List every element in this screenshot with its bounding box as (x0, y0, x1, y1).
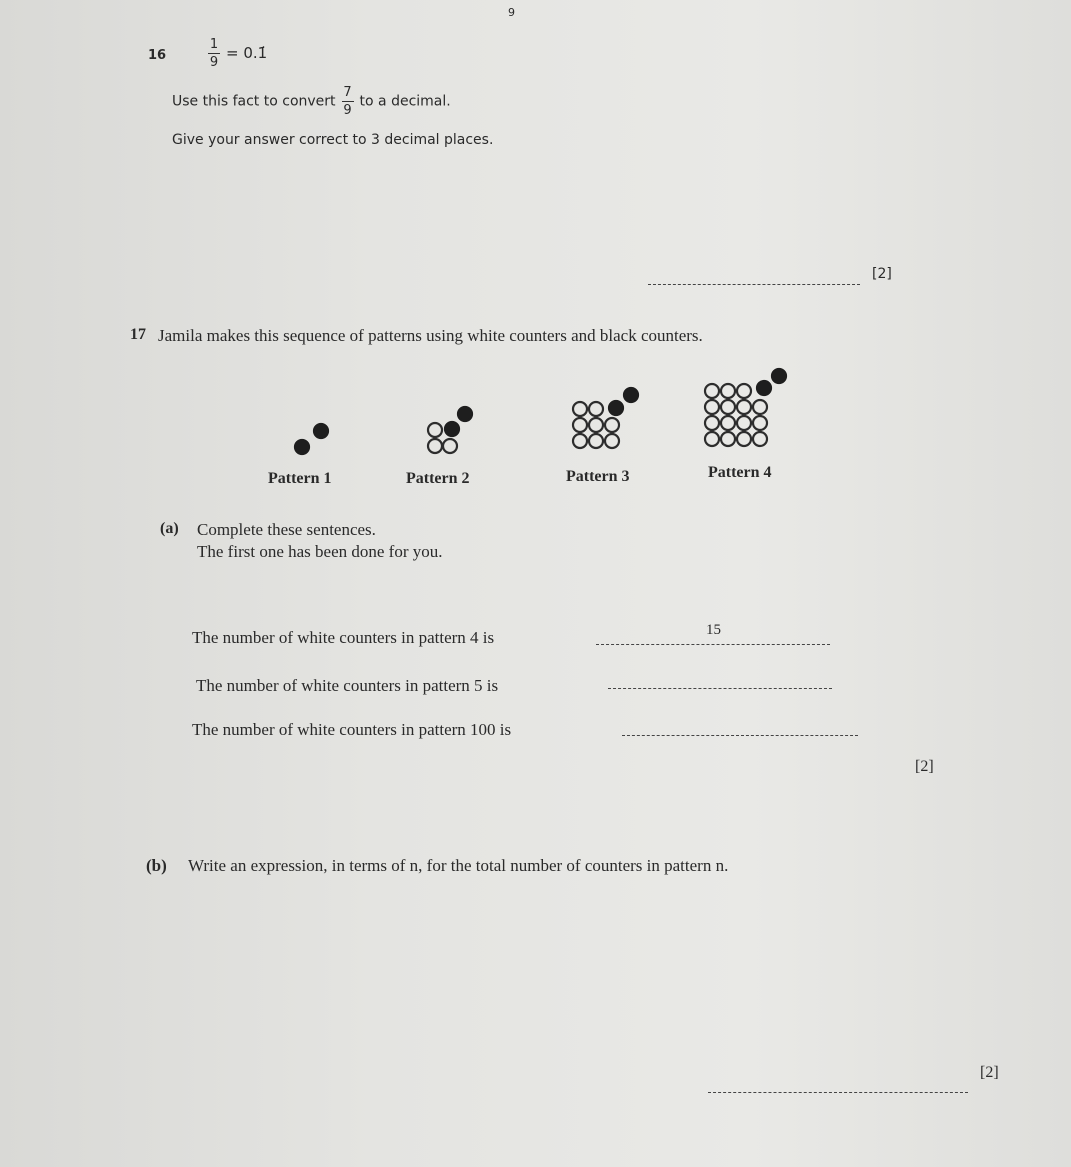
white-counter (721, 384, 735, 398)
pattern-4 (705, 369, 786, 446)
black-counter (624, 388, 638, 402)
white-counter (589, 402, 603, 416)
black-counter (757, 381, 771, 395)
pattern-4-label: Pattern 4 (708, 464, 772, 481)
pattern-2 (428, 407, 472, 453)
part-a-marks: [2] (915, 758, 934, 775)
question-16-marks: [2] (872, 266, 892, 282)
white-counter (753, 400, 767, 414)
fraction-numerator: 7 (343, 85, 352, 100)
answer-line-pattern-4[interactable] (596, 644, 830, 645)
white-counter (721, 400, 735, 414)
black-counter (458, 407, 472, 421)
answer-pattern-4: 15 (706, 622, 721, 638)
sentence-pattern-5: The number of white counters in pattern 5 is (196, 676, 499, 695)
white-counter (589, 434, 603, 448)
part-b-text: Write an expression, in terms of n, for the total number of counters in pattern n. (188, 856, 729, 875)
part-b-letter: (b) (146, 856, 167, 875)
white-counter (737, 400, 751, 414)
white-counter (721, 416, 735, 430)
black-counter (295, 440, 309, 454)
white-counter (443, 439, 457, 453)
white-counter (753, 416, 767, 430)
white-counter (705, 432, 719, 446)
white-counter (721, 432, 735, 446)
instruction-suffix: to a decimal. (359, 93, 451, 110)
white-counter (737, 416, 751, 430)
instruction-prefix: Use this fact to convert (172, 93, 336, 110)
white-counter (589, 418, 603, 432)
question-17-number: 17 (130, 326, 146, 343)
white-counter (428, 439, 442, 453)
black-counter (772, 369, 786, 383)
black-counter (445, 422, 459, 436)
white-counter (705, 416, 719, 430)
white-counter (753, 432, 767, 446)
white-counter (737, 384, 751, 398)
question-16-precision-note: Give your answer correct to 3 decimal places. (172, 132, 494, 148)
question-17-intro: Jamila makes this sequence of patterns using white counters and black counters. (158, 326, 703, 345)
pattern-2-label: Pattern 2 (406, 470, 470, 487)
white-counter (605, 434, 619, 448)
part-b-marks: [2] (980, 1064, 999, 1081)
pattern-3-label: Pattern 3 (566, 468, 630, 485)
question-16-number: 16 (148, 48, 167, 63)
pattern-3 (573, 388, 638, 448)
white-counter (705, 384, 719, 398)
fact-equation: = 0.1̇ (226, 44, 268, 62)
part-a-note: The first one has been done for you. (197, 542, 443, 561)
black-counter (609, 401, 623, 415)
white-counter (605, 418, 619, 432)
counter-patterns-figure (0, 0, 1071, 470)
white-counter (573, 434, 587, 448)
white-counter (573, 418, 587, 432)
part-b-answer-line[interactable] (708, 1092, 968, 1093)
pattern-1 (295, 424, 328, 454)
white-counter (705, 400, 719, 414)
fraction-denominator: 9 (209, 55, 219, 70)
sentence-pattern-100: The number of white counters in pattern 100 is (192, 720, 512, 739)
answer-line-pattern-100[interactable] (622, 735, 858, 736)
black-counter (314, 424, 328, 438)
fraction-denominator: 9 (343, 103, 352, 118)
white-counter (428, 423, 442, 437)
part-a-letter: (a) (160, 520, 179, 537)
part-a-title: Complete these sentences. (197, 520, 376, 539)
white-counter (737, 432, 751, 446)
fraction-numerator: 1 (209, 37, 219, 52)
sentence-pattern-4: The number of white counters in pattern 4 is (192, 628, 495, 647)
answer-line-pattern-5[interactable] (608, 688, 832, 689)
white-counter (573, 402, 587, 416)
page-mark: 9 (508, 6, 515, 19)
pattern-1-label: Pattern 1 (268, 470, 332, 487)
